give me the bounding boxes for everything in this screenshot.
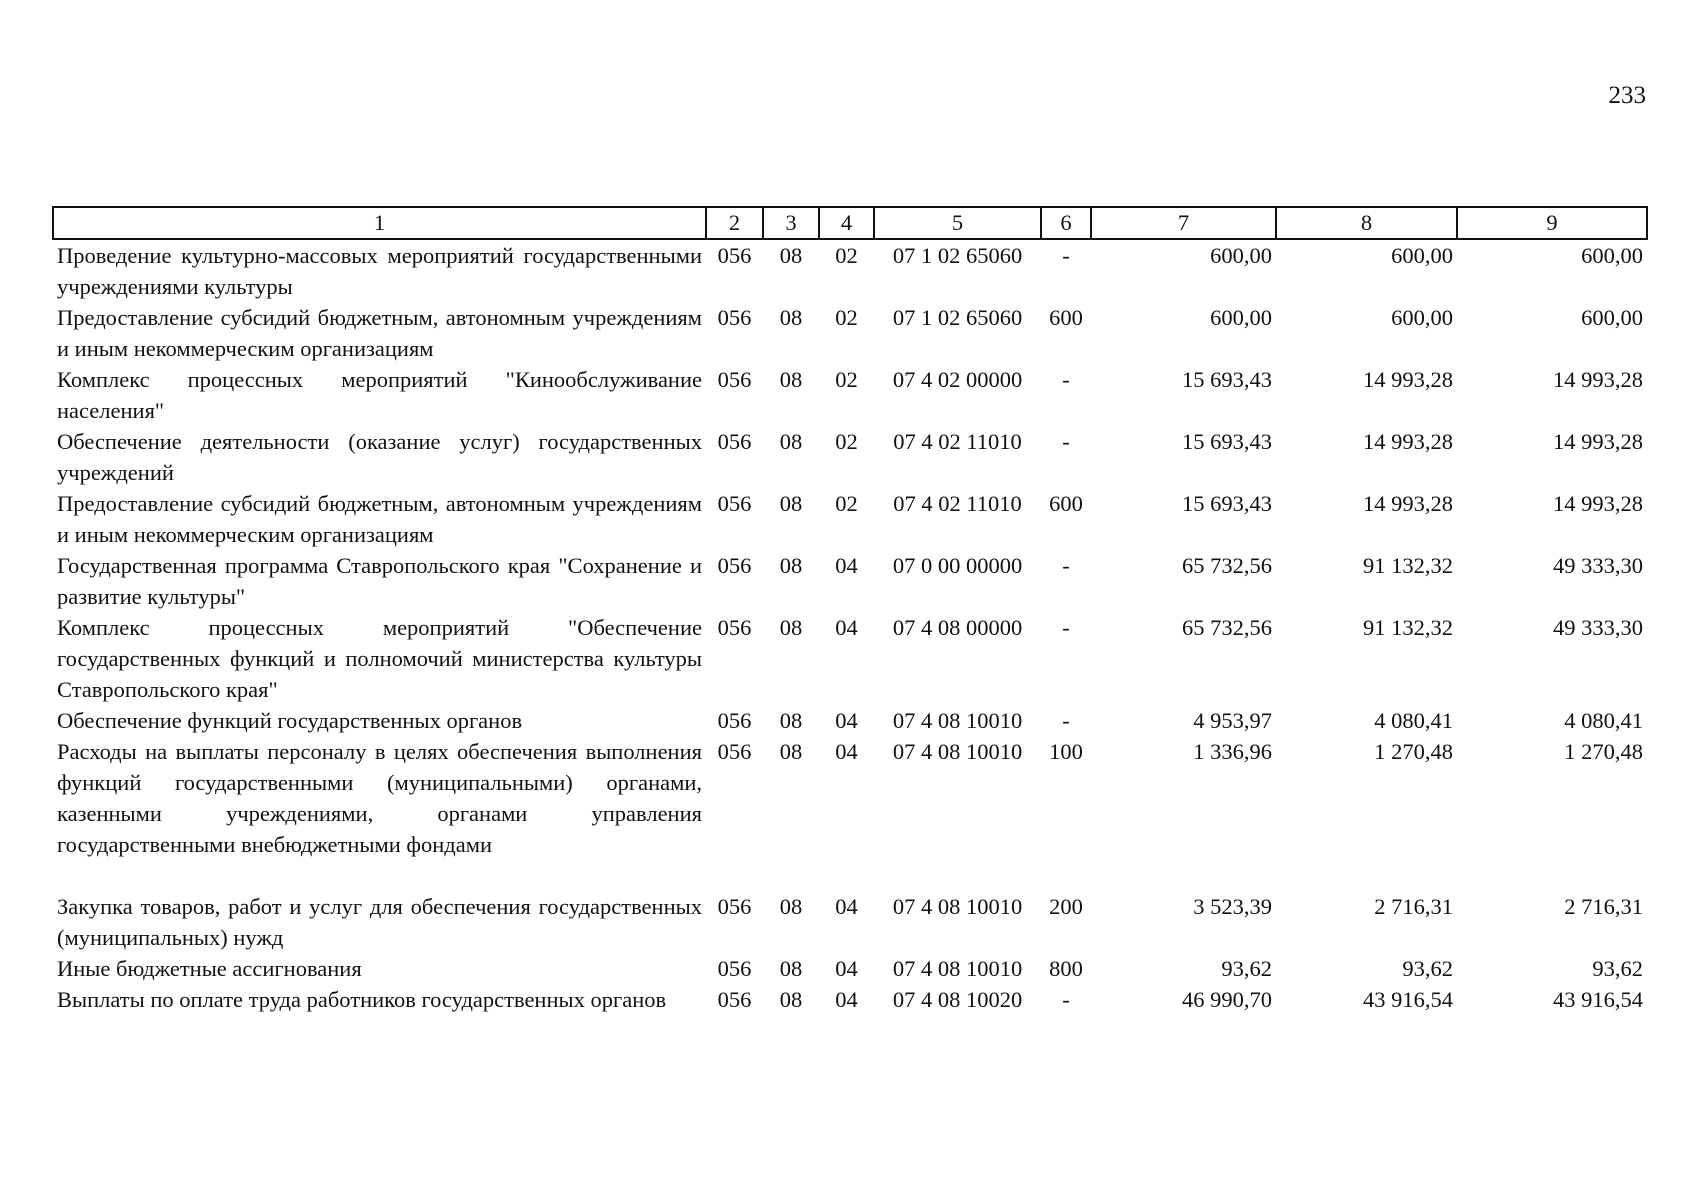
expense-type-cell: - (1062, 987, 1070, 1012)
target-article-cell: 07 4 02 11010 (893, 429, 1022, 454)
amount-col9-cell: 600,00 (1581, 305, 1643, 330)
expense-name-cell: Обеспечение функций государственных органов (57, 708, 523, 733)
expense-name-cell: Обеспечение деятельности (оказание услуг) государственных учреждений (57, 429, 702, 485)
expense-type-cell: - (1062, 367, 1070, 392)
column-header: 7 (1091, 207, 1276, 239)
ministry-code-cell: 056 (717, 305, 752, 330)
amount-col7-cell: 65 732,56 (1182, 553, 1272, 578)
expense-type-cell: 100 (1049, 739, 1083, 764)
table-row (53, 426, 1647, 488)
amount-col8-cell: 14 993,28 (1363, 491, 1453, 516)
column-header: 1 (53, 207, 706, 239)
expense-type-cell: - (1062, 615, 1070, 640)
table-row (53, 550, 1647, 612)
ministry-code-cell: 056 (717, 987, 752, 1012)
table-row (53, 860, 1647, 953)
amount-col9-cell: 14 993,28 (1553, 367, 1643, 392)
ministry-code-cell: 056 (717, 367, 752, 392)
target-article-cell: 07 4 08 10010 (892, 894, 1023, 919)
amount-col7-cell: 600,00 (1210, 305, 1272, 330)
subsection-code-cell: 02 (835, 243, 858, 268)
subsection-code-cell: 02 (835, 367, 858, 392)
target-article-cell: 07 1 02 65060 (892, 243, 1023, 268)
amount-col8-cell: 91 132,32 (1363, 553, 1453, 578)
target-article-cell: 07 4 08 10010 (892, 956, 1023, 981)
ministry-code-cell: 056 (717, 956, 752, 981)
table-row (53, 488, 1647, 550)
amount-col8-cell: 14 993,28 (1363, 367, 1453, 392)
amount-col9-cell: 14 993,28 (1553, 429, 1643, 454)
table-row (53, 736, 1647, 860)
amount-col7-cell: 15 693,43 (1182, 367, 1272, 392)
expense-type-cell: 600 (1049, 305, 1083, 330)
column-header: 5 (874, 207, 1041, 239)
page-number: 233 (1608, 82, 1646, 109)
amount-col9-cell: 4 080,41 (1564, 708, 1643, 733)
section-code-cell: 08 (779, 987, 803, 1012)
amount-col9-cell: 49 333,30 (1553, 553, 1643, 578)
amount-col7-cell: 93,62 (1221, 956, 1272, 981)
amount-col7-cell: 46 990,70 (1182, 987, 1272, 1012)
amount-col8-cell: 43 916,54 (1363, 987, 1453, 1012)
section-code-cell: 08 (779, 615, 803, 640)
amount-col8-cell: 4 080,41 (1374, 708, 1453, 733)
table-row (53, 953, 1647, 984)
expense-type-cell: 800 (1049, 956, 1083, 981)
expense-name-cell: Предоставление субсидий бюджетным, автономным учреждениям и иным некоммерческим организациям (57, 305, 702, 361)
subsection-code-cell: 04 (835, 894, 858, 919)
expense-name-cell: Выплаты по оплате труда работников государственных органов (57, 987, 667, 1012)
amount-col7-cell: 4 953,97 (1193, 708, 1272, 733)
amount-col9-cell: 93,62 (1592, 956, 1643, 981)
target-article-cell: 07 4 02 00000 (892, 367, 1023, 392)
expense-name-cell: Комплекс процессных мероприятий "Кинообслуживание населения" (57, 367, 702, 423)
budget-table (52, 206, 1648, 1015)
expense-type-cell: - (1062, 243, 1070, 268)
table-row (53, 612, 1647, 705)
column-header: 3 (763, 207, 819, 239)
amount-col9-cell: 14 993,28 (1553, 491, 1643, 516)
expense-name-cell: Закупка товаров, работ и услуг для обеспечения государственных (муниципальных) нужд (57, 894, 702, 950)
expense-type-cell: 600 (1049, 491, 1083, 516)
section-code-cell: 08 (779, 553, 803, 578)
subsection-code-cell: 04 (835, 615, 858, 640)
table-row (53, 364, 1647, 426)
expense-type-cell: - (1062, 553, 1070, 578)
amount-col7-cell: 3 523,39 (1193, 894, 1272, 919)
target-article-cell: 07 4 08 10010 (892, 708, 1023, 733)
subsection-code-cell: 04 (835, 987, 858, 1012)
section-code-cell: 08 (779, 305, 803, 330)
ministry-code-cell: 056 (717, 429, 752, 454)
section-code-cell: 08 (779, 243, 803, 268)
expense-name-cell: Иные бюджетные ассигнования (57, 956, 362, 981)
amount-col8-cell: 1 270,48 (1374, 739, 1453, 764)
ministry-code-cell: 056 (717, 243, 752, 268)
target-article-cell: 07 4 08 10020 (892, 987, 1023, 1012)
amount-col8-cell: 14 993,28 (1363, 429, 1453, 454)
target-article-cell: 07 4 08 00000 (892, 615, 1023, 640)
amount-col7-cell: 1 336,96 (1193, 739, 1272, 764)
expense-name-cell: Комплекс процессных мероприятий "Обеспечение государственных функций и полномочий министерства культуры Ставропольского края" (57, 615, 702, 702)
section-code-cell: 08 (779, 739, 803, 764)
column-header: 8 (1276, 207, 1457, 239)
section-code-cell: 08 (779, 491, 803, 516)
amount-col9-cell: 49 333,30 (1553, 615, 1643, 640)
target-article-cell: 07 4 08 10010 (892, 739, 1023, 764)
ministry-code-cell: 056 (717, 491, 752, 516)
column-number-header-row (53, 207, 1647, 239)
target-article-cell: 07 0 00 00000 (892, 553, 1023, 578)
subsection-code-cell: 02 (835, 305, 858, 330)
table-row (53, 984, 1647, 1015)
expense-name-cell: Государственная программа Ставропольского края "Сохранение и развитие культуры" (57, 553, 702, 609)
amount-col8-cell: 2 716,31 (1374, 894, 1453, 919)
subsection-code-cell: 04 (835, 553, 858, 578)
expense-name-cell: Проведение культурно-массовых мероприятий государственными учреждениями культуры (57, 243, 702, 299)
ministry-code-cell: 056 (717, 553, 752, 578)
ministry-code-cell: 056 (717, 708, 752, 733)
amount-col9-cell: 2 716,31 (1564, 894, 1643, 919)
amount-col8-cell: 91 132,32 (1363, 615, 1453, 640)
column-header: 2 (706, 207, 763, 239)
amount-col7-cell: 15 693,43 (1182, 429, 1272, 454)
section-code-cell: 08 (779, 367, 803, 392)
column-header: 4 (819, 207, 874, 239)
expense-type-cell: - (1062, 429, 1070, 454)
amount-col9-cell: 43 916,54 (1553, 987, 1643, 1012)
expense-type-cell: 200 (1049, 894, 1083, 919)
amount-col7-cell: 65 732,56 (1182, 615, 1272, 640)
subsection-code-cell: 02 (835, 429, 858, 454)
amount-col8-cell: 93,62 (1402, 956, 1453, 981)
target-article-cell: 07 1 02 65060 (892, 305, 1023, 330)
amount-col9-cell: 1 270,48 (1564, 739, 1643, 764)
target-article-cell: 07 4 02 11010 (893, 491, 1022, 516)
expense-name-cell: Расходы на выплаты персоналу в целях обеспечения выполнения функций государственными (муниципальными) органами, казенными учреждениями, органами управления государственными внебюджетными фондами (57, 739, 702, 857)
subsection-code-cell: 02 (835, 491, 858, 516)
section-code-cell: 08 (779, 956, 803, 981)
subsection-code-cell: 04 (835, 708, 858, 733)
table-row (53, 302, 1647, 364)
ministry-code-cell: 056 (717, 894, 752, 919)
expense-name-cell: Предоставление субсидий бюджетным, автономным учреждениям и иным некоммерческим организациям (57, 491, 702, 547)
column-header: 6 (1041, 207, 1091, 239)
amount-col8-cell: 600,00 (1391, 305, 1453, 330)
ministry-code-cell: 056 (717, 615, 752, 640)
ministry-code-cell: 056 (717, 739, 752, 764)
expense-type-cell: - (1062, 708, 1070, 733)
amount-col8-cell: 600,00 (1391, 243, 1453, 268)
amount-col7-cell: 600,00 (1210, 243, 1272, 268)
subsection-code-cell: 04 (835, 739, 858, 764)
section-code-cell: 08 (779, 429, 803, 454)
section-code-cell: 08 (779, 708, 803, 733)
column-header: 9 (1457, 207, 1647, 239)
table-row (53, 239, 1647, 302)
amount-col7-cell: 15 693,43 (1182, 491, 1272, 516)
amount-col9-cell: 600,00 (1581, 243, 1643, 268)
section-code-cell: 08 (779, 894, 803, 919)
table-row (53, 705, 1647, 736)
subsection-code-cell: 04 (835, 956, 858, 981)
